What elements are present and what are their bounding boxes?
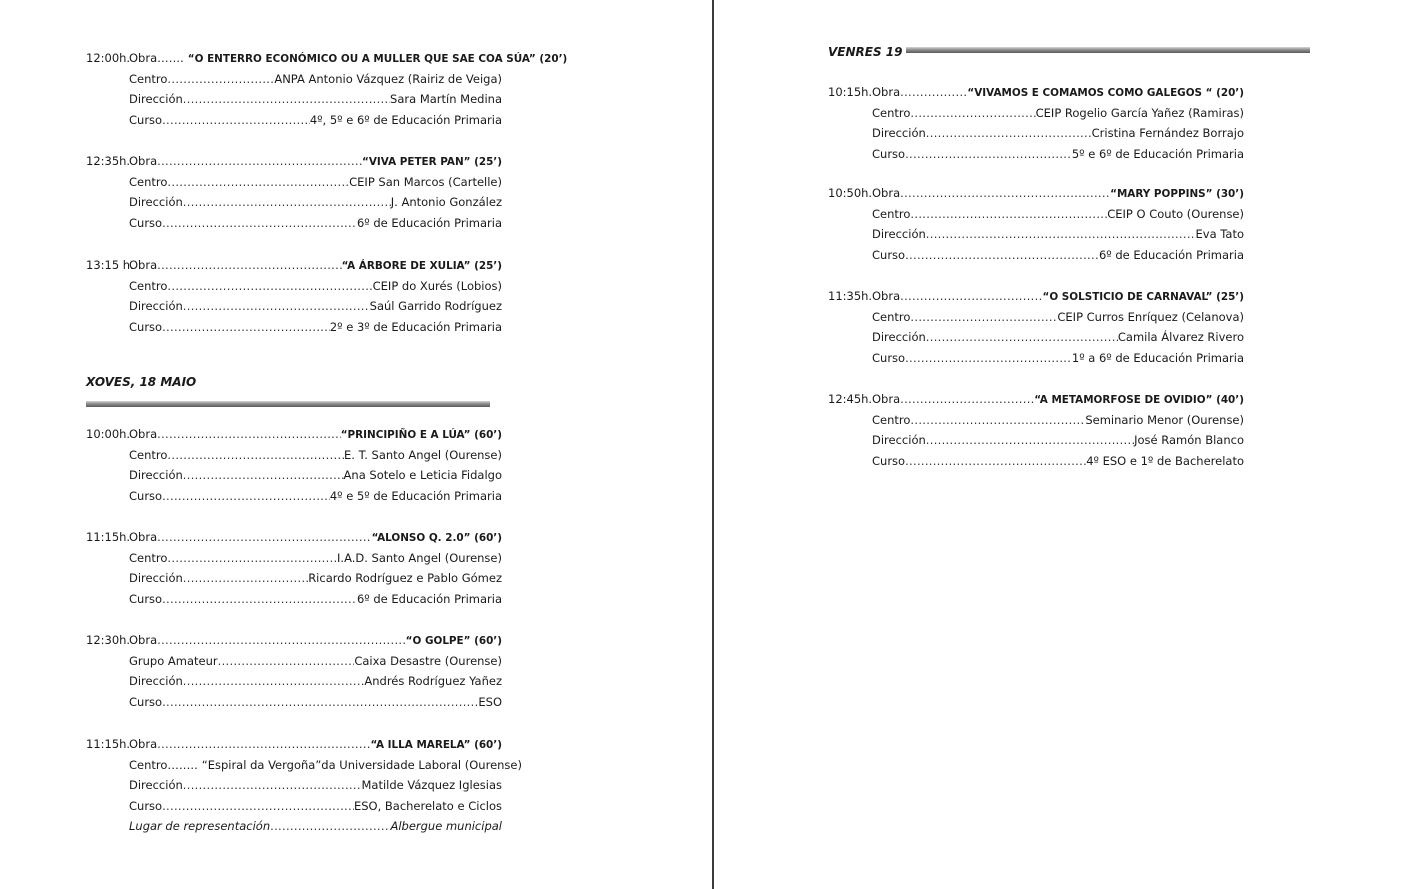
leader-dots	[926, 123, 1092, 144]
entry-label: Centro	[129, 174, 168, 189]
entry-label: Obra	[129, 633, 158, 647]
entry-line	[828, 123, 1244, 144]
entry-label: Obra	[872, 289, 901, 303]
leader-dots	[162, 692, 478, 713]
entry-value: 4º ESO e 1º de Bacherelato	[1086, 453, 1244, 468]
leader-dots	[162, 317, 330, 338]
entry-value: 6º de Educación Primaria	[356, 591, 502, 606]
entry-time: 10:00h.	[86, 427, 131, 441]
entry-time: 10:50h.	[828, 186, 873, 200]
entry-label: Dirección	[872, 330, 926, 345]
day-heading-venres: VENRES 19	[828, 45, 903, 59]
entry-time: 12:45h.	[828, 392, 873, 406]
play-title: “O GOLPE” (60’)	[405, 635, 502, 647]
entry-value: 2º e 3º de Educación Primaria	[329, 319, 502, 334]
entry-line	[828, 430, 1244, 451]
entry-line	[86, 69, 502, 90]
schedule-entry	[86, 630, 502, 712]
leader-dots	[900, 389, 1034, 410]
entry-value: Saúl Garrido Rodríguez	[369, 299, 502, 314]
entry-label: Grupo Amateur	[129, 653, 218, 668]
entry-label: Obra	[872, 85, 901, 99]
entry-line	[86, 317, 502, 338]
leader-dots	[270, 816, 390, 837]
leader-dots: …….	[157, 51, 184, 65]
entry-line	[828, 103, 1244, 124]
entry-time: 10:15h.	[828, 85, 873, 99]
leader-dots	[157, 734, 370, 755]
entry-value: E. T. Santo Angel (Ourense)	[344, 447, 502, 462]
entry-label: Obra	[872, 392, 901, 406]
leader-dots	[910, 410, 1085, 431]
entry-value: ESO, Bacherelato e Ciclos	[353, 798, 502, 813]
leader-dots	[157, 255, 341, 276]
entry-label: Centro	[129, 550, 168, 565]
entry-label: Dirección	[872, 433, 926, 448]
leader-dots	[910, 204, 1107, 225]
entry-label: Obra	[129, 154, 158, 168]
leader-dots	[926, 224, 1196, 245]
leader-dots	[167, 548, 337, 569]
entry-line	[86, 110, 502, 131]
entry-value: I.A.D. Santo Angel (Ourense)	[337, 550, 502, 565]
leader-dots	[183, 465, 344, 486]
leader-dots	[900, 286, 1042, 307]
entry-value: 6º de Educación Primaria	[1098, 247, 1244, 262]
entry-label: Curso	[129, 798, 163, 813]
entry-line	[86, 445, 502, 466]
entry-line	[828, 82, 1244, 103]
schedule-entry	[86, 734, 522, 837]
entry-line	[828, 286, 1244, 307]
entry-label: Dirección	[129, 468, 183, 483]
entry-value: Andrés Rodríguez Yañez	[364, 674, 502, 689]
entry-label: Dirección	[129, 674, 183, 689]
entry-value: 4º, 5º e 6º de Educación Primaria	[309, 112, 502, 127]
entry-line	[86, 527, 502, 548]
play-title: “ALONSO Q. 2.0” (60’)	[371, 532, 502, 544]
entry-value: CEIP O Couto (Ourense)	[1107, 206, 1244, 221]
entry-label: Curso	[872, 350, 906, 365]
entry-value: CEIP Rogelio García Yañez (Ramiras)	[1035, 105, 1244, 120]
entry-label: Obra	[872, 186, 901, 200]
entry-value: 4º e 5º de Educación Primaria	[329, 488, 502, 503]
entry-label: Dirección	[872, 227, 926, 242]
entry-label: Curso	[129, 215, 163, 230]
entry-value: Matilde Vázquez Iglesias	[361, 778, 502, 793]
entry-line	[86, 548, 502, 569]
entry-label: Dirección	[129, 778, 183, 793]
entry-line	[828, 204, 1244, 225]
entry-line	[86, 755, 522, 776]
leader-dots	[167, 69, 274, 90]
entry-value: ANPA Antonio Vázquez (Rairiz de Veiga)	[274, 71, 502, 86]
entry-value: 1º a 6º de Educación Primaria	[1071, 350, 1244, 365]
entry-line	[828, 183, 1244, 204]
play-title: “O SOLSTICIO DE CARNAVAL” (25’)	[1042, 291, 1244, 303]
leader-dots	[157, 151, 362, 172]
leader-dots	[183, 296, 370, 317]
entry-value: José Ramón Blanco	[1134, 433, 1244, 448]
entry-line	[86, 671, 502, 692]
entry-label: Centro	[872, 412, 911, 427]
leader-dots	[162, 796, 354, 817]
leader-dots	[905, 348, 1072, 369]
entry-label: Obra	[129, 737, 158, 751]
entry-label: Curso	[872, 247, 906, 262]
entry-line	[86, 568, 502, 589]
entry-label: Dirección	[129, 92, 183, 107]
entry-line	[828, 144, 1244, 165]
entry-line	[86, 734, 502, 755]
entry-time: 12:30h.	[86, 633, 131, 647]
play-title: “A ÁRBORE DE XULIA” (25’)	[341, 260, 502, 272]
entry-value: CEIP San Marcos (Cartelle)	[349, 174, 502, 189]
entry-line	[86, 692, 502, 713]
schedule-entry	[86, 424, 502, 506]
entry-label: Centro	[129, 757, 168, 772]
schedule-entry	[828, 286, 1244, 368]
entry-label: Dirección	[129, 299, 183, 314]
entry-line	[86, 192, 502, 213]
leader-dots	[183, 192, 391, 213]
leader-dots	[905, 451, 1086, 472]
entry-line	[86, 255, 502, 276]
schedule-entry	[86, 255, 502, 337]
schedule-entry	[828, 82, 1244, 164]
leader-dots	[157, 527, 371, 548]
entry-line	[828, 389, 1244, 410]
entry-value: 5º e 6º de Educación Primaria	[1071, 146, 1244, 161]
entry-line	[828, 451, 1244, 472]
entry-time: 12:00h.	[86, 51, 131, 65]
entry-value: CEIP Curros Enríquez (Celanova)	[1057, 309, 1244, 324]
entry-line	[828, 245, 1244, 266]
entry-line	[828, 327, 1244, 348]
entry-value: Cristina Fernández Borrajo	[1091, 126, 1244, 141]
leader-dots	[910, 103, 1035, 124]
play-title: “O ENTERRO ECONÓMICO OU A MULLER QUE SAE COA SÚA” (20’)	[187, 53, 568, 65]
leader-dots	[162, 486, 330, 507]
entry-line	[828, 224, 1244, 245]
leader-dots	[900, 82, 967, 103]
schedule-entry	[86, 48, 568, 130]
leader-dots	[905, 245, 1099, 266]
leader-dots	[162, 589, 357, 610]
entry-label: Centro	[129, 447, 168, 462]
leader-dots	[926, 327, 1118, 348]
entry-label: Curso	[872, 146, 906, 161]
entry-label: Curso	[872, 453, 906, 468]
right-page	[716, 0, 1419, 889]
entry-line	[86, 89, 502, 110]
entry-value: Seminario Menor (Ourense)	[1085, 412, 1244, 427]
leader-dots	[183, 568, 308, 589]
entry-value: J. Antonio González	[390, 195, 502, 210]
entry-line	[86, 296, 502, 317]
entry-label: Curso	[129, 694, 163, 709]
schedule-entry	[828, 389, 1244, 471]
entry-time: 11:15h.	[86, 530, 131, 544]
entry-value: Albergue municipal	[390, 819, 502, 834]
play-title: “PRINCIPIÑO E A LÚA” (60’)	[340, 429, 502, 441]
leader-dots	[910, 307, 1057, 328]
entry-label: Centro	[872, 105, 911, 120]
play-title: “VIVA PETER PAN” (25’)	[362, 156, 502, 168]
entry-label: Curso	[129, 488, 163, 503]
day-heading-xoves: XOVES, 18 MAIO	[86, 375, 197, 389]
leader-dots	[167, 172, 349, 193]
leader-dots	[162, 110, 310, 131]
leader-dots	[900, 183, 1110, 204]
leader-dots	[167, 276, 372, 297]
entry-line	[86, 172, 502, 193]
schedule-entry	[86, 151, 502, 233]
entry-line	[86, 651, 502, 672]
entry-line	[86, 276, 502, 297]
entry-line	[86, 816, 502, 837]
entry-label: Obra	[129, 427, 158, 441]
entry-label: Dirección	[872, 126, 926, 141]
leader-dots	[162, 213, 357, 234]
leader-dots	[926, 430, 1134, 451]
leader-dots	[905, 144, 1072, 165]
entry-line	[828, 348, 1244, 369]
entry-value: ESO	[478, 694, 502, 709]
entry-label: Curso	[129, 112, 163, 127]
schedule-entry	[86, 527, 502, 609]
entry-label: Dirección	[129, 195, 183, 210]
entry-value: Ana Sotelo e Leticia Fidalgo	[343, 468, 502, 483]
schedule-entry	[828, 183, 1244, 265]
entry-line	[86, 589, 502, 610]
entry-label: Centro	[872, 206, 911, 221]
entry-value: Sara Martín Medina	[390, 92, 502, 107]
play-title: “A METAMORFOSE DE OVIDIO” (40’)	[1034, 394, 1244, 406]
leader-dots	[218, 651, 355, 672]
leader-dots	[167, 445, 344, 466]
entry-time: 13:15 h.	[86, 258, 134, 272]
entry-value: “Espiral da Vergoña”da Universidade Laboral (Ourense)	[201, 757, 522, 772]
leader-dots	[157, 630, 406, 651]
entry-label: Obra	[129, 258, 158, 272]
entry-label: Centro	[872, 309, 911, 324]
play-title: “VIVAMOS E COMAMOS COMO GALEGOS “ (20’)	[967, 87, 1244, 99]
play-title: “A ILLA MARELA” (60’)	[370, 739, 502, 751]
entry-label: Lugar de representación	[129, 819, 271, 834]
entry-label: Centro	[129, 278, 168, 293]
entry-label: Curso	[129, 319, 163, 334]
play-title: “MARY POPPINS” (30’)	[1110, 188, 1244, 200]
entry-value: Ricardo Rodríguez e Pablo Gómez	[308, 571, 502, 586]
entry-line	[86, 424, 502, 445]
entry-time: 12:35h.	[86, 154, 131, 168]
entry-label: Curso	[129, 591, 163, 606]
entry-line	[86, 486, 502, 507]
entry-value: CEIP do Xurés (Lobios)	[372, 278, 502, 293]
entry-time: 11:35h.	[828, 289, 873, 303]
entry-line	[86, 151, 502, 172]
entry-line	[86, 213, 502, 234]
entry-line	[828, 307, 1244, 328]
leader-dots	[183, 89, 390, 110]
entry-line	[86, 465, 502, 486]
page-divider	[712, 0, 714, 889]
day-heading-rule	[86, 401, 490, 407]
leader-dots	[157, 424, 341, 445]
entry-value: Camila Álvarez Rivero	[1117, 330, 1244, 345]
entry-label: Obra	[129, 530, 158, 544]
entry-line	[86, 775, 502, 796]
entry-label: Centro	[129, 71, 168, 86]
entry-value: Caixa Desastre (Ourense)	[354, 653, 502, 668]
entry-label: Obra	[129, 51, 158, 65]
entry-value: Eva Tato	[1195, 227, 1244, 242]
entry-time: 11:15h.	[86, 737, 131, 751]
leader-dots: ……..	[167, 757, 198, 772]
entry-line	[86, 796, 502, 817]
leader-dots	[183, 775, 362, 796]
entry-label: Dirección	[129, 571, 183, 586]
day-heading-rule	[906, 47, 1310, 53]
leader-dots	[183, 671, 365, 692]
entry-line	[828, 410, 1244, 431]
entry-line	[86, 630, 502, 651]
entry-line	[86, 48, 568, 69]
entry-value: 6º de Educación Primaria	[356, 215, 502, 230]
